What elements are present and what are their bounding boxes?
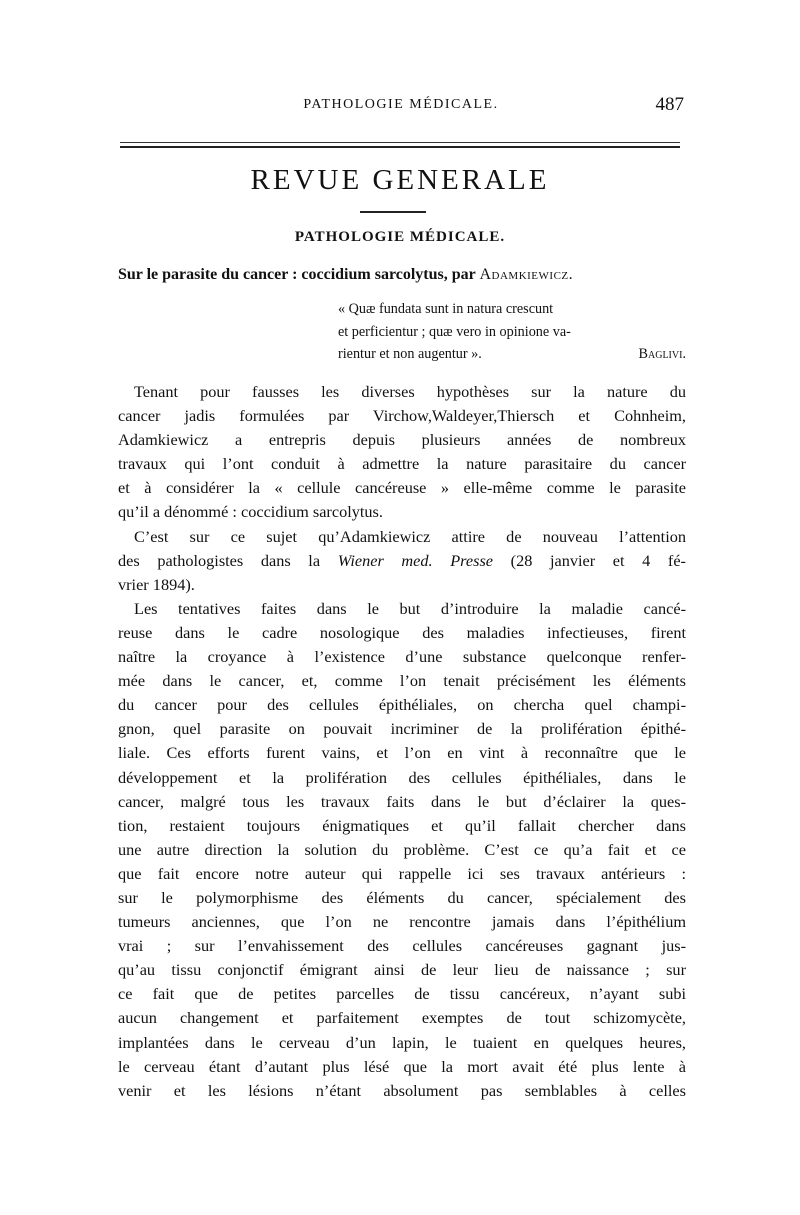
body-line: cancer, malgré tous les travaux faits dans le but d’éclairer la ques- (118, 791, 686, 811)
body-line: liale. Ces efforts furent vains, et l’on en vint à reconnaître que le (118, 743, 686, 763)
epigraph-line: et perficientur ; quæ vero in opinione va- (338, 323, 571, 340)
body-line: Tenant pour fausses les diverses hypothèses sur la nature du (134, 382, 686, 401)
body-line: vrier 1894). (118, 574, 195, 594)
running-title: PATHOLOGIE MÉDICALE. (303, 97, 499, 112)
article-author: Adamkiewicz. (479, 266, 574, 283)
body-line: tion, restaient toujours énigmatiques et qu’il fallait chercher dans (118, 815, 686, 835)
body-line: travaux qui l’ont conduit à admettre la nature parasitaire du cancer (118, 454, 686, 474)
body-line: cancer jadis formulées par Virchow,Waldeyer,Thiersch et Cohnheim, (118, 406, 686, 426)
body-line: sur le polymorphisme des éléments du cancer, spécialement des (118, 887, 686, 907)
body-line: qu’au tissu conjonctif émigrant ainsi de leur lieu de naissance ; sur (118, 960, 686, 980)
body-line: une autre direction la solution du problème. C’est ce qu’a fait et ce (118, 839, 686, 859)
body-line: développement et la prolifération des cellules épithéliales, dans le (118, 767, 686, 787)
body-line: gnon, quel parasite on pouvait incriminer de la prolifération épithé- (118, 719, 686, 739)
body-line: tumeurs anciennes, que l’on ne rencontre jamais dans l’épithélium (118, 912, 686, 932)
section-title: REVUE GENERALE (250, 164, 550, 196)
header-rule-thick (120, 146, 680, 148)
body-line: et à considérer la « cellule cancéreuse » elle-même comme le parasite (118, 478, 686, 498)
body-line: implantées dans le cerveau d’un lapin, le tuaient en quelques heures, (118, 1032, 686, 1052)
epigraph-line: « Quæ fundata sunt in natura crescunt (338, 301, 554, 317)
running-head (118, 94, 684, 118)
page-number: 487 (655, 94, 684, 115)
body-line: ce fait que de petites parcelles de tissu cancéreux, n’ayant subi (118, 984, 686, 1004)
subsection-title: PATHOLOGIE MÉDICALE. (294, 229, 506, 245)
body-line: C’est sur ce sujet qu’Adamkiewicz attire de nouveau l’attention (134, 526, 686, 546)
body-line: aucun changement et parfaitement exemptes de tout schizomycète, (118, 1008, 686, 1028)
body-line: le cerveau étant d’autant plus lésé que la mort avait été plus lente à (118, 1056, 686, 1076)
body-line: que fait encore notre auteur qui rappelle ici ses travaux antérieurs : (118, 863, 686, 883)
body-line: qu’il a dénommé : coccidium sarcolytus. (118, 502, 383, 522)
body-line: Les tentatives faites dans le but d’introduire la maladie cancé- (134, 598, 686, 618)
body-line-journal (118, 549, 686, 573)
article-heading-text: Sur le parasite du cancer : coccidium sarcolytus, par (118, 266, 476, 283)
epigraph (338, 298, 686, 366)
section-divider (360, 211, 426, 213)
body-line: vrai ; sur l’envahissement des cellules cancéreuses gagnant jus- (118, 936, 686, 956)
body-line: naître la croyance à l’existence d’une substance quelconque renfer- (118, 647, 686, 667)
header-rule-thin (120, 142, 680, 143)
body-line: Adamkiewicz a entrepris depuis plusieurs années de nombreux (118, 430, 686, 450)
epigraph-line: rientur et non augentur ». (338, 346, 482, 362)
body-line-text: (28 janvier et 4 fé- (510, 550, 686, 570)
epigraph-source: Baglivi. (638, 346, 686, 362)
article-body (118, 380, 686, 1103)
body-line-text: des pathologistes dans la (118, 550, 321, 570)
body-line: venir et les lésions n’étant absolument pas semblables à celles (118, 1080, 686, 1100)
body-line: du cancer pour des cellules épithéliales, on chercha quel champi- (118, 695, 686, 715)
body-line: mée dans le cancer, et, comme l’on tenait précisément les éléments (118, 671, 686, 691)
article-heading (118, 266, 688, 284)
journal-title: Wiener med. Presse (337, 550, 494, 570)
epigraph-last-line (338, 343, 686, 366)
body-line: reuse dans le cadre nosologique des maladies infectieuses, firent (118, 622, 686, 642)
